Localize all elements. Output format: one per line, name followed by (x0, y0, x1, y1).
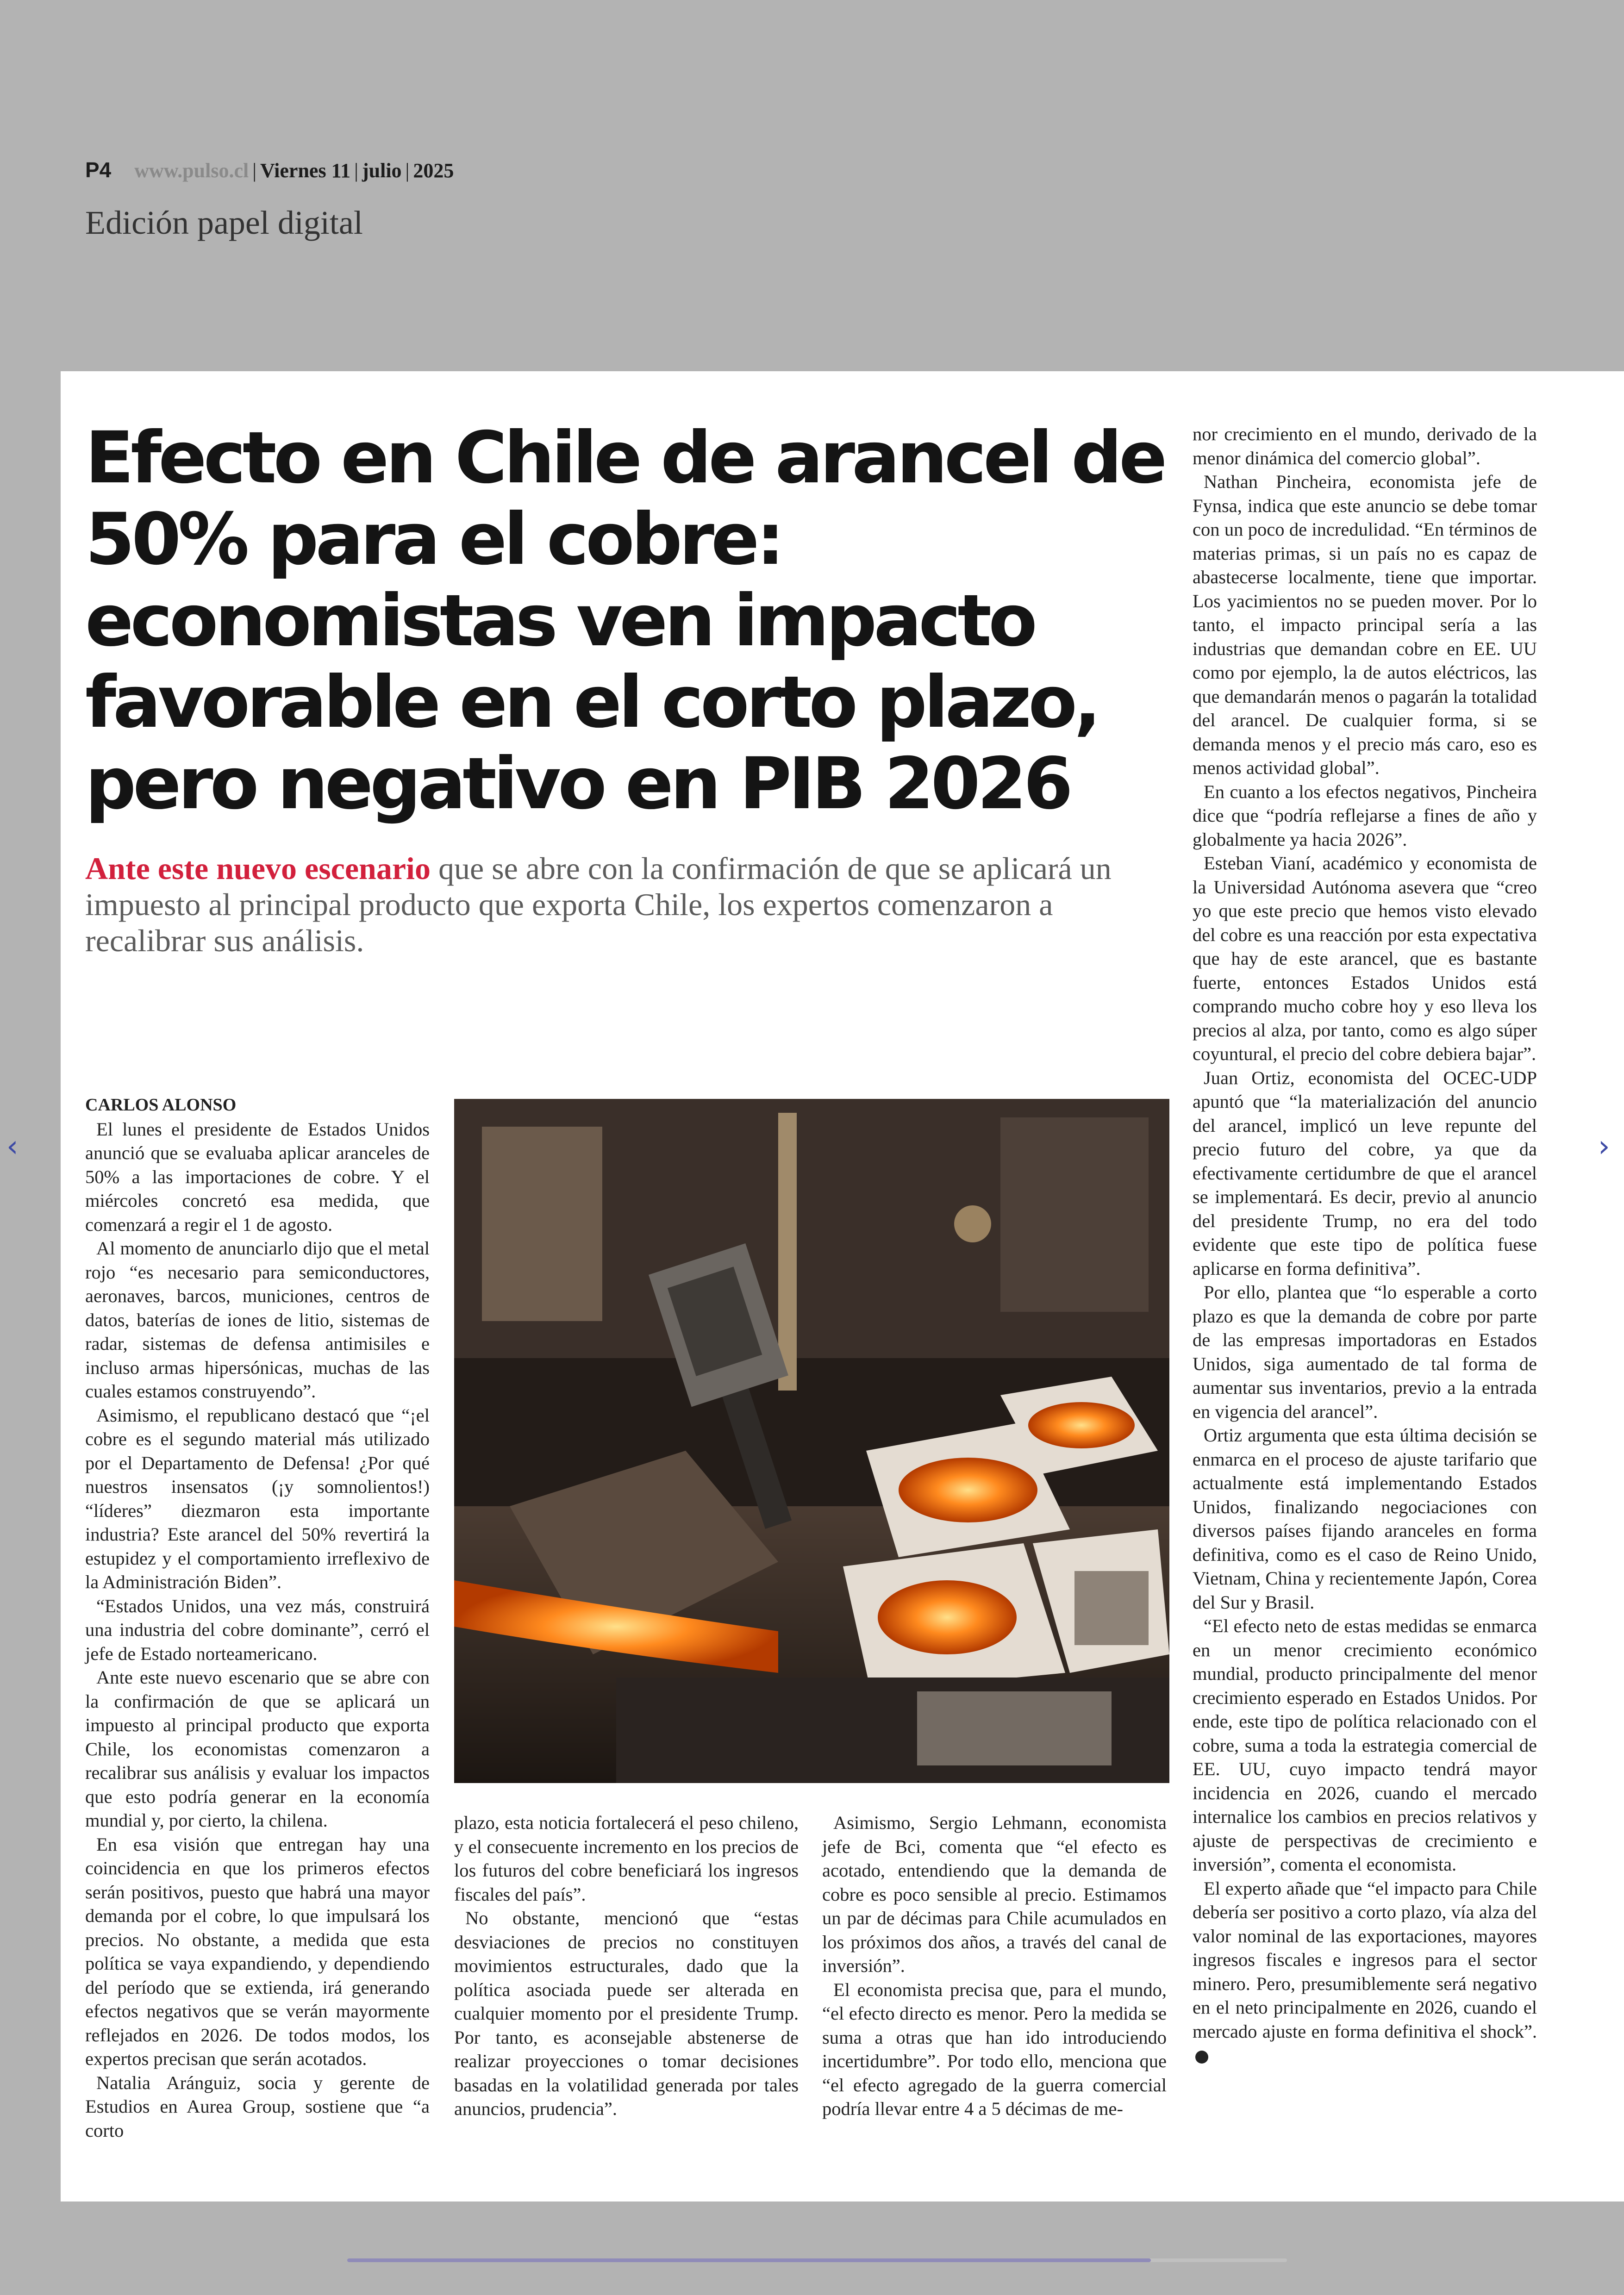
paragraph: Ante este nuevo escenario que se abre con la confirmación de que se aplicará un impuesto al principal producto que exporta Chile, los economistas comenzaron a recalibrar sus análisis y evaluar los impactos que esto podría generar en la economía mundial y, por cierto, la chilena. (85, 1667, 430, 1831)
paragraph: Juan Ortiz, economista del OCEC-UDP apuntó que “la materialización del anuncio del arancel, implicó un leve repunte del precio futuro del cobre, ya que da efectivamente certidumbre de que el arancel se implementará. Es decir, previo al anuncio del presidente Trump, no era del todo evidente que este tipo de política fuese aplicarse en forma definitiva”. (1193, 1067, 1537, 1279)
paragraph: Por ello, plantea que “lo esperable a corto plazo es que la demanda de cobre por parte de las empresas importadoras en Estados Unidos, siga aumentado de tal forma de aumentar sus inventarios, previo a la entrada en vigencia del arancel”. (1193, 1282, 1537, 1422)
scrollbar-thumb[interactable] (347, 2258, 1151, 2262)
paragraph: “El efecto neto de estas medidas se enmarca en un menor crecimiento económico mundial, producto principalmente del menor crecimiento esperado en Estados Unidos. Por ende, este tipo de política relacionado con el cobre, suma a toda la estrategia comercial de EE. UU, cuyo impacto tendrá mayor incidencia en 2026, cuando el mercado internalice los cambios en precios relativos y ajuste de perspectivas de crecimiento e inversión”, comenta el economista. (1193, 1615, 1537, 1875)
paragraph: Esteban Vianí, académico y economista de la Universidad Autónoma asevera que “creo yo que este precio que hemos visto elevado del cobre es una reacción por esta expectativa que hay de este arancel, que es bastante fuerte, entonces Estados Unidos está comprando mucho cobre hoy y eso lleva los precios al alza, por tanto, como es algo súper coyuntural, el precio del cobre debiera bajar”. (1193, 853, 1537, 1064)
newspaper-page (61, 371, 1624, 2201)
paragraph: El lunes el presidente de Estados Unidos anunció que se evaluaba aplicar aranceles de 50% a las importaciones de cobre. Y el miércoles concretó esa medida, que comenzará a regir el 1 de agosto. (85, 1118, 430, 1235)
website-link[interactable]: www.pulso.cl (134, 159, 249, 182)
paragraph: Asimismo, Sergio Lehmann, economista jefe de Bci, comenta que “el efecto es acotado, entendiendo que la demanda de cobre es poco sensible al precio. Estimamos un par de décimas para Chile acumulados en los próximos dos años, a través del canal de inversión”. (822, 1812, 1167, 1976)
copper-smelter-photo (454, 1099, 1169, 1783)
paragraph-text: El experto añade que “el impacto para Chile debería ser positivo a corto plazo, vía alza del valor nominal de las exportaciones, mayores ingresos fiscales e ingresos para el sector minero. Pero, presumiblemente será negativo en el neto principalmente en 2026, cuando el mercado ajuste en forma definitiva el shock”. (1193, 1877, 1537, 2042)
paragraph: nor crecimiento en el mundo, derivado de la menor dinámica del comercio global”. (1193, 424, 1537, 468)
article-column-2 (454, 1811, 799, 2121)
paragraph: Ortiz argumenta que esta última decisión se enmarca en el proceso de ajuste tarifario que actualmente está implementando Estados Unidos, finalizando negociaciones con diversos países fijando aranceles en forma definitiva, como es el caso de Reino Unido, Vietnam, China y recientemente Japón, Corea del Sur y Brasil. (1193, 1425, 1537, 1613)
paragraph: “Estados Unidos, una vez más, construirá una industria del cobre dominante”, cerró el jefe de Estado norteamericano. (85, 1595, 430, 1664)
page-number: P4 (85, 158, 112, 182)
deck-lead: Ante este nuevo escenario (85, 851, 431, 886)
paragraph: Natalia Aránguiz, socia y gerente de Estudios en Aurea Group, sostiene que “a corto (85, 2072, 430, 2141)
paragraph: En esa visión que entregan hay una coincidencia en que los primeros efectos serán positivos, puesto que habrá una mayor demanda por el cobre, lo que impulsará los precios. No obstante, a medida que esta política se vaya expandiendo, y dependiendo del período que se extienda, irá generando efectos negativos que se verán mayormente reflejados en 2026. De todos modos, los expertos precisan que serán acotados. (85, 1834, 430, 2069)
paragraph: Asimismo, el republicano destacó que “¡el cobre es el segundo material más utilizado por el Departamento de Defensa! ¿Por qué nuestros insensatos (¡y somnolientos!) “líderes” diezmaron esta importante industria? Este arancel del 50% revertirá la estupidez y el comportamiento irreflexivo de la Administración Biden”. (85, 1404, 430, 1592)
next-page-icon[interactable]: › (1598, 1129, 1610, 1164)
paragraph: No obstante, mencionó que “estas desviaciones de precios no constituyen movimientos estructurales, dado que la política asociada puede ser alterada en cualquier momento por el presidente Trump. Por tanto, es aconsejable abstenerse de realizar proyecciones o tomar decisiones basadas en la volatilidad generada por tales anuncios, prudencia”. (454, 1908, 799, 2119)
byline: CARLOS ALONSO (85, 1095, 237, 1115)
issue-month: julio (362, 159, 402, 182)
article-column-4 (1193, 422, 1537, 2067)
paragraph: Nathan Pincheira, economista jefe de Fynsa, indica que este anuncio se debe tomar con un poco de incredulidad. “En términos de materias primas, si un país no es capaz de abastecerse localmente, tiene que importar. Los yacimientos no se pueden mover. Por lo tanto, el impacto principal sería a las industrias que demandan cobre en EE. UU como por ejemplo, la de autos eléctricos, las que demandarán menos o pagarán la totalidad del arancel. De cualquier forma, si se demanda menos y el precio más caro, eso es menos actividad global”. (1193, 471, 1537, 778)
article-column-1 (85, 1093, 430, 2142)
paragraph: Al momento de anunciarlo dijo que el metal rojo “es necesario para semiconductores, aeronaves, barcos, municiones, centros de datos, baterías de iones de litio, sistemas de radar, sistemas de defensa antimisiles e incluso armas hipersónicas, muchas de las cuales estamos construyendo”. (85, 1238, 430, 1402)
paragraph: plazo, esta noticia fortalecerá el peso chileno, y el consecuente incremento en los precios de los futuros del cobre beneficiará los ingresos fiscales del país”. (454, 1812, 799, 1905)
issue-day: Viernes 11 (260, 159, 351, 182)
article-column-3 (822, 1811, 1167, 2121)
prev-page-icon[interactable]: ‹ (6, 1129, 19, 1164)
paragraph: En cuanto a los efectos negativos, Pincheira dice que “podría reflejarse a fines de año y globalmente ya hacia 2026”. (1193, 781, 1537, 850)
edition-label: Edición papel digital (85, 204, 363, 241)
deck-text: que se abre con la confirmación de que se aplicará un impuesto al principal producto que exporta Chile, los expertos comenzaron a recalibrar sus análisis. (85, 851, 1112, 958)
page-header: P4 www.pulso.cl | Viernes 11 | julio | 2025 (85, 158, 454, 182)
end-mark-icon (1195, 2051, 1208, 2064)
issue-year: 2025 (413, 159, 454, 182)
paragraph: El economista precisa que, para el mundo, “el efecto directo es menor. Pero la medida se suma a otras que han ido introduciendo incertidumbre”. Por todo ello, menciona que “el efecto agregado de la guerra comercial podría llevar entre 4 a 5 décimas de me- (822, 1979, 1167, 2119)
headline: Efecto en Chile de arancel de 50% para el cobre: economistas ven impacto favorable en el corto plazo, pero negativo en PIB 2026 (85, 417, 1164, 825)
paragraph (1193, 1877, 1537, 2067)
deck (85, 850, 1178, 959)
